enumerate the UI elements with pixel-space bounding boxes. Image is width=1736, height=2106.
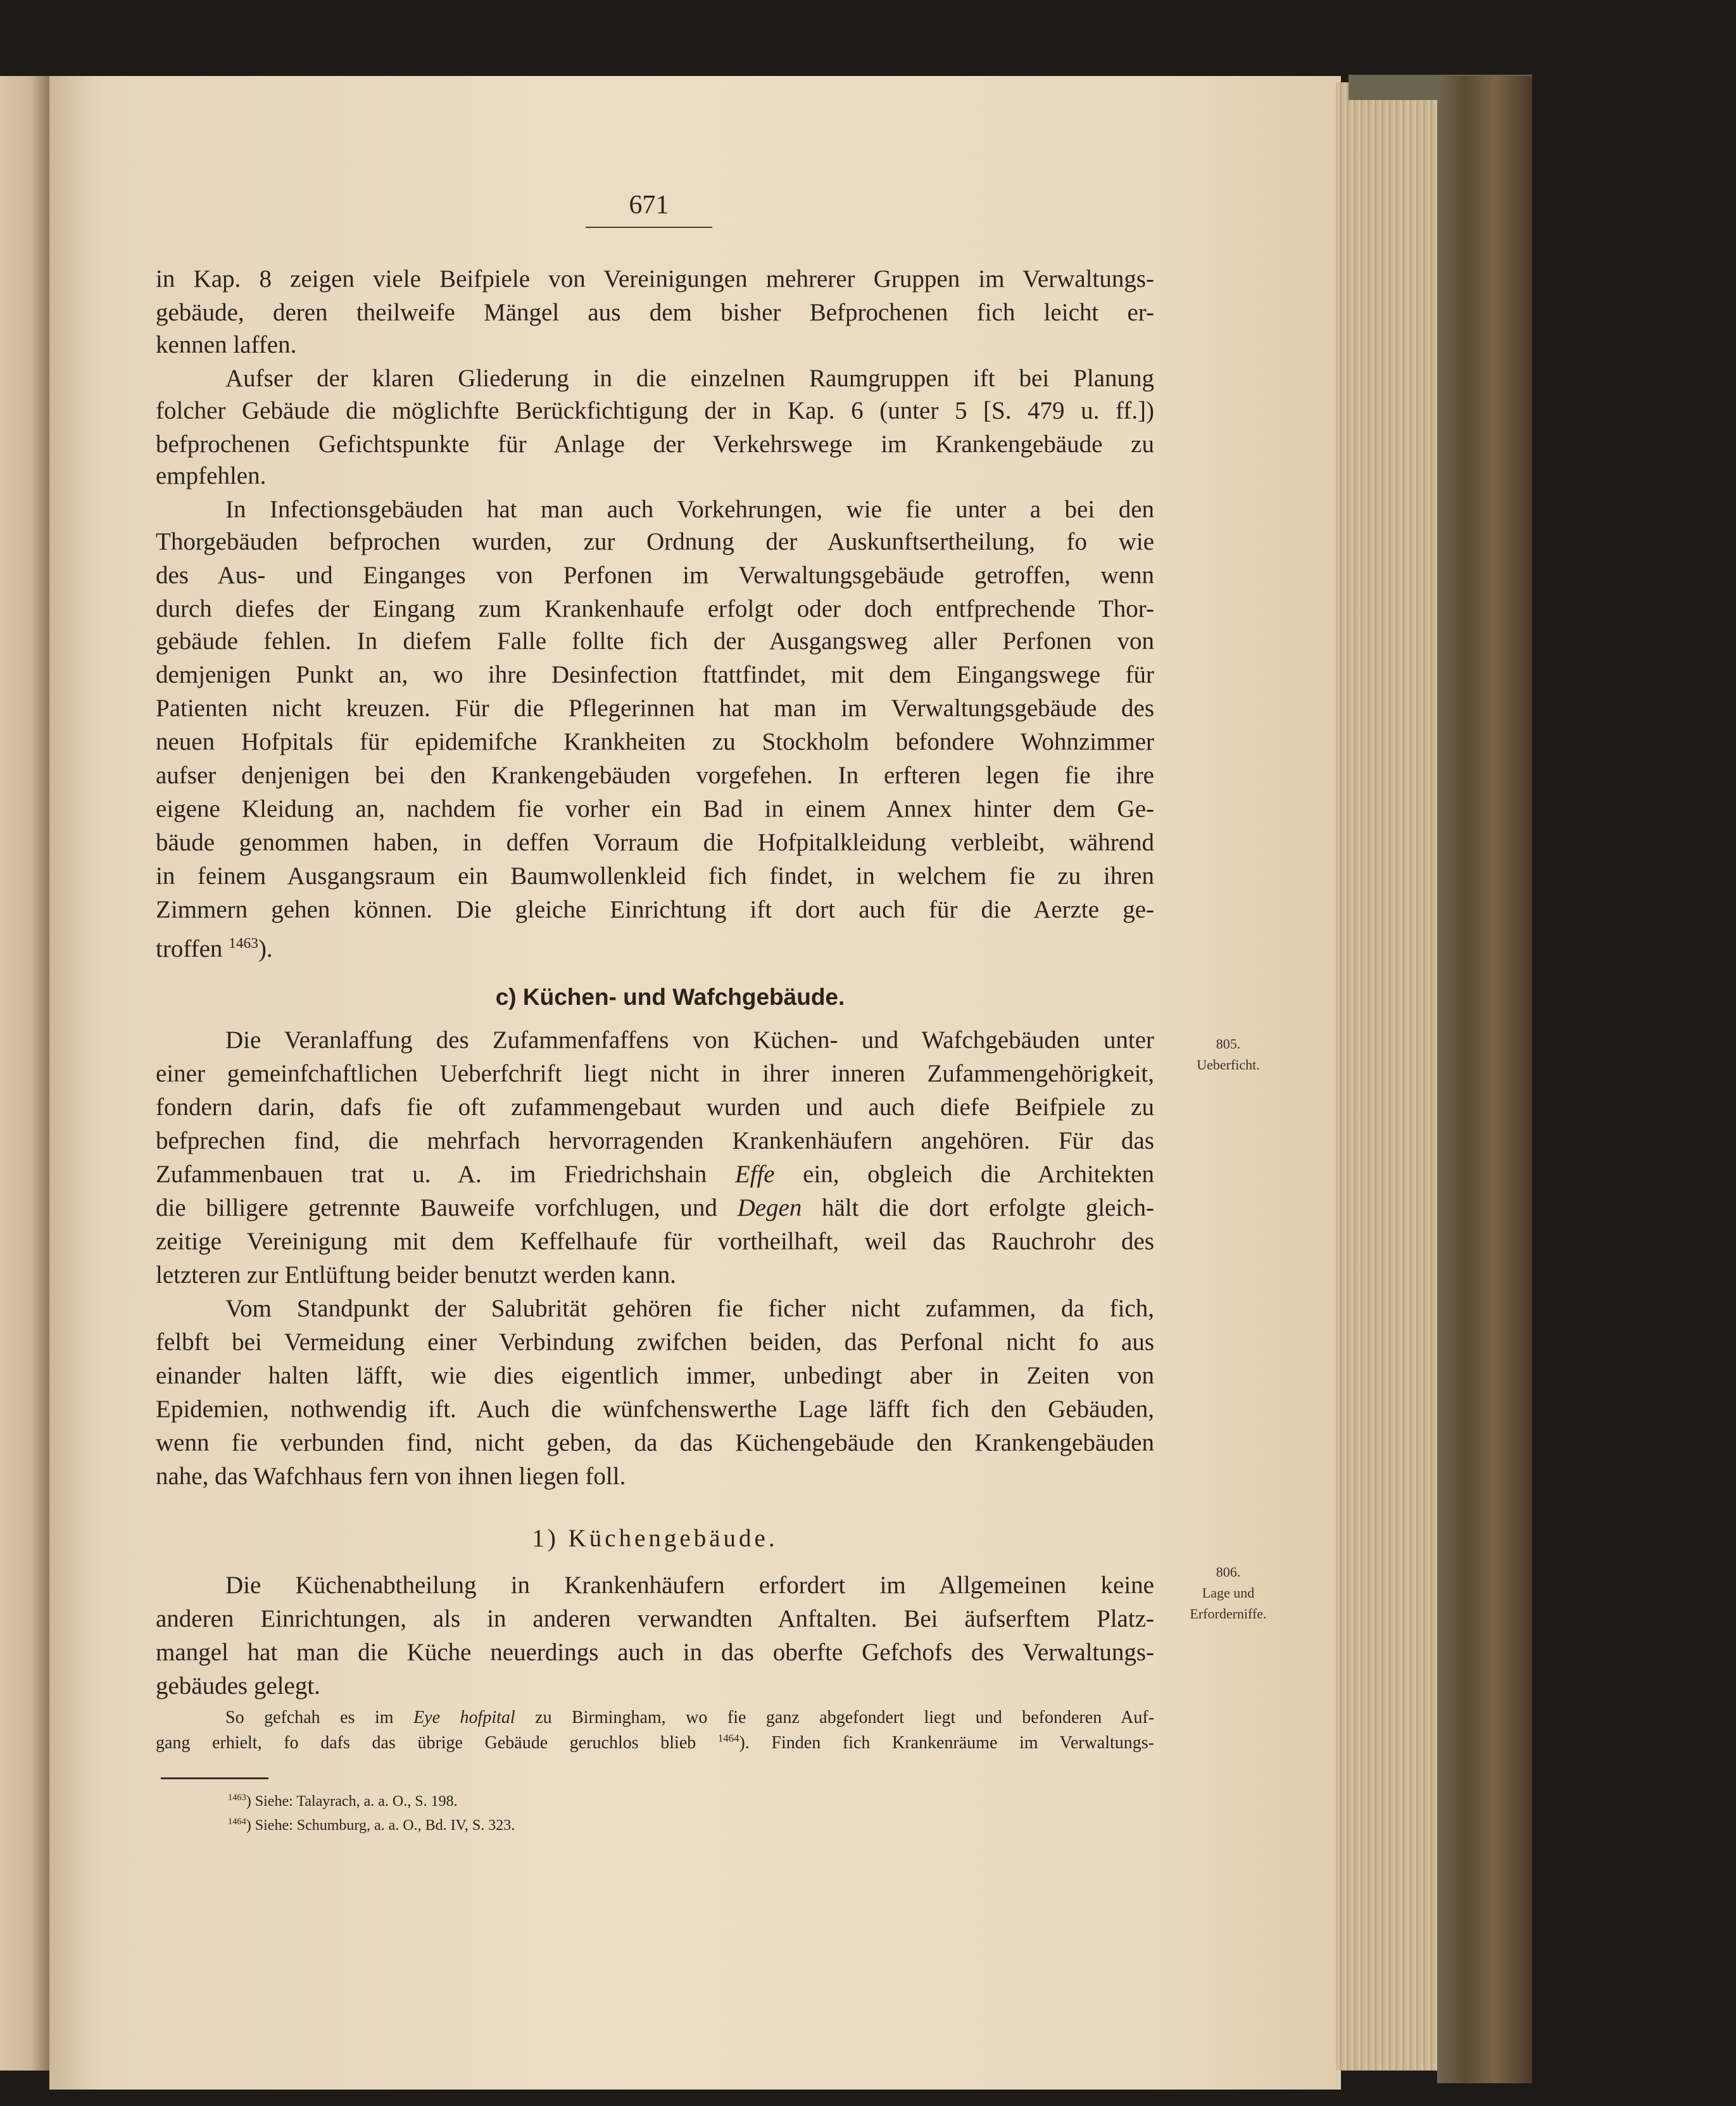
- margin-note-label: Ueberficht.: [1197, 1057, 1260, 1073]
- text-segment: Zimmern gehen können. Die gleiche Einrichtung ift dort auch für die Aerzte ge-: [156, 896, 1154, 923]
- text-line: [156, 1462, 1154, 1491]
- text-segment: neuen Hofpitals für epidemifche Krankheiten zu Stockholm befondere Wohnzimmer: [156, 728, 1154, 755]
- text-line: [156, 1026, 1154, 1055]
- text-segment: Die Veranlaffung des Zufammenfaffens von Küchen- und Wafchgebäuden unter: [225, 1026, 1154, 1054]
- footnote-rule: [161, 1777, 268, 1779]
- text-segment: Thorgebäuden befprochen wurden, zur Ordnung der Auskunftsertheilung, fo wie: [156, 528, 1154, 555]
- text-line: [156, 527, 1154, 557]
- text-segment: Zufammenbauen trat u. A. im Friedrichshain: [156, 1161, 735, 1188]
- text-segment: wenn fie verbunden find, nicht geben, da das Küchengebäude den Krankengebäuden: [156, 1429, 1154, 1456]
- text-line: [156, 895, 1154, 924]
- text-segment: fondern darin, dafs fie oft zufammengebaut wurden und auch diefe Beifpiele zu: [156, 1094, 1154, 1121]
- text-line: [156, 1126, 1154, 1156]
- footnote-reference: 1463: [228, 1793, 246, 1803]
- text-segment: einander halten läfft, wie dies eigentlich immer, unbedingt aber in Zeiten von: [156, 1362, 1154, 1389]
- text-segment: ).: [258, 935, 273, 962]
- text-segment: bäude genommen haben, in deffen Vorraum die Hofpitalkleidung verbleibt, während: [156, 829, 1154, 856]
- text-line: [156, 1428, 1154, 1458]
- text-line: [156, 1328, 1154, 1357]
- text-line: [156, 728, 1154, 757]
- text-segment: durch diefes der Eingang zum Krankenhaufe erfolgt oder doch entfprechende Thor-: [156, 595, 1154, 622]
- text-line: [156, 265, 1154, 294]
- text-line: [156, 595, 1154, 624]
- text-segment: 1) Küchengebäude.: [532, 1525, 778, 1552]
- text-line: [156, 935, 1154, 964]
- text-line: [156, 462, 1154, 491]
- text-segment: gebäude fehlen. In diefem Falle follte fich der Ausgangsweg aller Perfonen von: [156, 627, 1154, 655]
- text-segment: ) Siehe: Talayrach, a. a. O., S. 198.: [246, 1793, 458, 1810]
- text-segment: In Infectionsgebäuden hat man auch Vorkehrungen, wie fie unter a bei den: [225, 496, 1154, 523]
- text-segment: gebäude, deren theilweife Mängel aus dem bisher Befprochenen fich leicht er-: [156, 299, 1154, 326]
- text-segment: in Kap. 8 zeigen viele Beifpiele von Vereinigungen mehrerer Gruppen im Verwaltungs-: [156, 265, 1154, 293]
- text-line: [156, 331, 1154, 360]
- text-segment: hält die dort erfolgte gleich-: [802, 1194, 1154, 1221]
- page-number: 671: [629, 191, 669, 220]
- text-line: [156, 495, 1154, 524]
- text-segment: Die Küchenabtheilung in Krankenhäufern erfordert im Allgemeinen keine: [225, 1572, 1154, 1599]
- text-line: [156, 364, 1154, 393]
- text-segment: empfehlen.: [156, 462, 267, 489]
- text-segment: Epidemien, nothwendig ift. Auch die wünfchenswerthe Lage läfft fich den Gebäuden,: [156, 1396, 1154, 1423]
- italic-text: Eye hofpital: [413, 1708, 515, 1727]
- left-page-edge: [0, 76, 51, 2071]
- section-heading: [171, 983, 1169, 1012]
- text-line: [156, 1059, 1154, 1088]
- footnote: [228, 1817, 1226, 1834]
- italic-text: Degen: [737, 1194, 802, 1221]
- text-line: [156, 862, 1154, 891]
- text-segment: anderen Einrichtungen, als in anderen verwandten Anftalten. Bei äufserftem Platz-: [156, 1605, 1154, 1632]
- text-segment: gang erhielt, fo dafs das übrige Gebäude geruchlos blieb: [156, 1733, 718, 1753]
- text-segment: c) Küchen- und Wafchgebäude.: [495, 984, 845, 1010]
- text-line: [156, 694, 1154, 723]
- text-segment: folcher Gebäude die möglichfte Berückfichtigung der in Kap. 6 (unter 5 [S. 479 u. ff.]): [156, 397, 1154, 424]
- text-segment: befprochenen Gefichtspunkte für Anlage der Verkehrswege im Krankengebäude zu: [156, 431, 1154, 458]
- text-line: [156, 660, 1154, 690]
- text-segment: letzteren zur Entlüftung beider benutzt werden kann.: [156, 1261, 676, 1289]
- margin-note-805: [1171, 1033, 1285, 1075]
- text-segment: kennen laffen.: [156, 331, 297, 358]
- text-segment: mangel hat man die Küche neuerdings auch in das oberfte Gefchofs des Verwaltungs-: [156, 1639, 1154, 1666]
- italic-text: Effe: [734, 1161, 775, 1188]
- text-line: [156, 1361, 1154, 1390]
- text-segment: in feinem Ausgangsraum ein Baumwollenkleid fich findet, in welchem fie zu ihren: [156, 862, 1154, 890]
- margin-note-number: 806.: [1216, 1564, 1241, 1580]
- text-segment: ) Siehe: Schumburg, a. a. O., Bd. IV, S. 323.: [246, 1817, 515, 1834]
- text-segment: troffen: [156, 935, 229, 962]
- text-line: [156, 1605, 1154, 1634]
- text-line: [156, 795, 1154, 824]
- text-line: [156, 396, 1154, 426]
- text-segment: aufser denjenigen bei den Krankengebäuden vorgefehen. In erfteren legen fie ihre: [156, 762, 1154, 789]
- text-line: [156, 1395, 1154, 1424]
- page-edges-stack: [1336, 82, 1444, 2071]
- footnote: [228, 1793, 1226, 1810]
- text-segment: Patienten nicht kreuzen. Für die Pflegerinnen hat man im Verwaltungsgebäude des: [156, 695, 1154, 722]
- footnote-reference: 1464: [717, 1732, 739, 1744]
- text-line: [156, 298, 1154, 327]
- text-segment: zeitige Vereinigung mit dem Keffelhaufe für vortheilhaft, weil das Rauchrohr des: [156, 1228, 1154, 1255]
- text-line: [156, 1732, 1154, 1754]
- text-line: [156, 1160, 1154, 1189]
- text-segment: zu Birmingham, wo fie ganz abgefondert liegt und befonderen Auf-: [515, 1708, 1155, 1727]
- margin-note-label: Lage und: [1202, 1585, 1255, 1601]
- text-segment: felbft bei Vermeidung einer Verbindung zwifchen beiden, das Perfonal nicht fo aus: [156, 1328, 1154, 1356]
- text-line: [156, 561, 1154, 590]
- text-line: [156, 1093, 1154, 1122]
- text-segment: ). Finden fich Krankenräume im Verwaltungs-: [739, 1733, 1154, 1753]
- text-line: [156, 1672, 1154, 1701]
- text-segment: nahe, das Wafchhaus fern von ihnen liegen foll.: [156, 1463, 626, 1490]
- text-segment: Aufser der klaren Gliederung in die einzelnen Raumgruppen ift bei Planung: [225, 365, 1154, 392]
- text-line: [156, 1227, 1154, 1256]
- footnote-reference: 1464: [228, 1817, 246, 1827]
- margin-note-label: Erforderniffe.: [1190, 1606, 1267, 1622]
- text-line: [156, 1638, 1154, 1667]
- text-line: [156, 1261, 1154, 1290]
- text-segment: befprechen find, die mehrfach hervorragenden Krankenhäufern angehören. Für das: [156, 1127, 1154, 1154]
- text-line: [156, 1194, 1154, 1223]
- text-line: [156, 430, 1154, 459]
- page-number-rule: [586, 227, 712, 228]
- text-segment: Vom Standpunkt der Salubrität gehören fie ficher nicht zufammen, da fich,: [225, 1295, 1154, 1322]
- text-line: [156, 1571, 1154, 1600]
- text-segment: die billigere getrennte Bauweife vorfchlugen, und: [156, 1194, 738, 1221]
- text-line: [156, 761, 1154, 790]
- text-line: [156, 1294, 1154, 1323]
- book-cover-binding: [1437, 76, 1532, 2083]
- margin-note-number: 805.: [1216, 1036, 1241, 1052]
- text-segment: demjenigen Punkt an, wo ihre Desinfection ftattfindet, mit dem Eingangswege für: [156, 661, 1154, 688]
- text-line: [156, 627, 1154, 656]
- text-line: [156, 828, 1154, 857]
- text-segment: eigene Kleidung an, nachdem fie vorher ein Bad in einem Annex hinter dem Ge-: [156, 795, 1154, 823]
- text-segment: So gefchah es im: [225, 1708, 414, 1727]
- text-segment: einer gemeinfchaftlichen Ueberfchrift liegt nicht in ihrer inneren Zufammengehörigkeit,: [156, 1060, 1154, 1087]
- section-heading: [156, 1524, 1154, 1553]
- text-segment: gebäudes gelegt.: [156, 1672, 320, 1699]
- text-line: [156, 1707, 1154, 1729]
- margin-note-806: [1171, 1561, 1285, 1624]
- text-segment: des Aus- und Einganges von Perfonen im Verwaltungsgebäude getroffen, wenn: [156, 562, 1154, 589]
- text-segment: ein, obgleich die Architekten: [774, 1161, 1154, 1188]
- footnote-reference: 1463: [229, 935, 258, 952]
